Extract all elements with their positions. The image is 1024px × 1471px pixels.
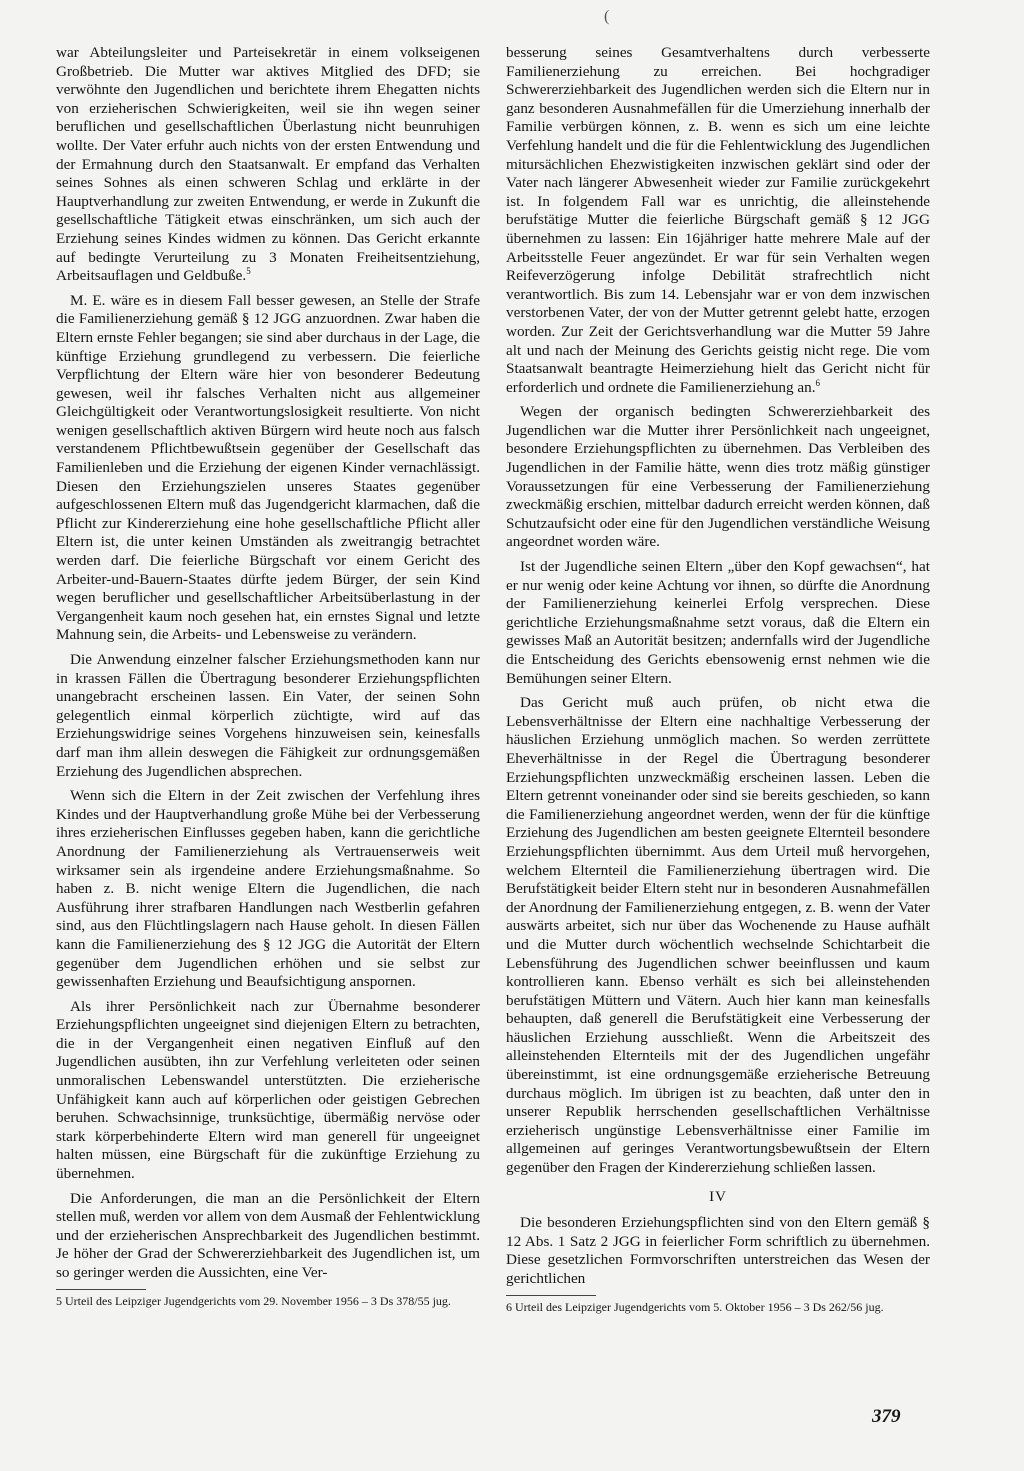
footnote: 6 Urteil des Leipziger Jugendgerichts vom 5. Oktober 1956 – 3 Ds 262/56 jug. bbox=[506, 1299, 884, 1314]
paragraph: Die besonderen Erziehungspflichten sind von den Eltern gemäß § 12 Abs. 1 Satz 2 JGG in feierlicher Form schriftlich zu übernehmen. Diese gesetzlichen Formvorschriften unterstreichen das Wesen der gerichtlichen bbox=[506, 1214, 930, 1287]
footnote-rule bbox=[506, 1295, 596, 1296]
margin-mark: ( bbox=[604, 8, 610, 25]
page-number: 379 bbox=[872, 1406, 901, 1427]
paragraph: besserung seines Gesamtverhaltens durch verbesserte Familienerziehung zu erreichen. Bei hochgradiger Schwererziehbarkeit des Jugendlichen werden sich die Eltern nur in ganz besonderen Ausnahmefällen für die Umerziehung innerhalb der Familie verbürgen können, z. B. wenn es sich um eine leichte Verfehlung handelt und die für die Fehlentwicklung des Jugendlichen mitursächlichen Ehezwistigkeiten inzwischen geklärt sind oder der Vater nach längerer Abwesenheit wieder zur Familie zurückgekehrt ist. In folgendem Fall war es unrichtig, die alleinstehende berufstätige Mutter die feierliche Bürgschaft gemäß § 12 JGG übernehmen zu lassen: Ein 16jähriger hatte mehrere Male auf der Arbeitsstelle Feuer angezündet. Er war für sein Verhalten wegen Reifeverzögerung infolge Debilität strafrechtlich nicht verantwortlich. Bis zum 14. Lebensjahr war er von dem inzwischen verstorbenen Vater, der von der Mutter getrennt gelebt hatte, erzogen worden. Zur Zeit der Gerichtsverhandlung war die Mutter 59 Jahre alt und nach der Meinung des Gerichts geistig nicht rege. Die vom Staatsanwalt beantragte Heimerziehung hielt das Gericht nicht für erforderlich und ordnete die Familienerziehung an.$^6$ bbox=[506, 44, 930, 396]
paragraph: Ist der Jugendliche seinen Eltern „über den Kopf gewachsen“, hat er nur wenig oder keine Achtung vor ihnen, so dürfte die Anordnung der Familienerziehung keinerlei Erfolg versprechen. Diese gerichtliche Erziehungsmaßnahme setzt voraus, daß die Eltern ein gewisses Maß an Autorität besitzen; andernfalls wird der Jugendliche die Entscheidung des Gerichts ebensowenig ernst nehmen wie die Bemühungen seiner Eltern. bbox=[506, 558, 930, 687]
paragraph: Wenn sich die Eltern in der Zeit zwischen der Verfehlung ihres Kindes und der Hauptverhandlung große Mühe bei der Verbesserung ihres erzieherischen Einflusses gegeben haben, kann die gerichtliche Anordnung der Familienerziehung als Vertrauenserweis weit wirksamer sein als irgendeine andere Erziehungsmaßnahme. So haben z. B. nicht wenige Eltern die Jugendlichen, die nach Ausführung ihrer strafbaren Handlungen nach Westberlin gefahren sind, aus den Flüchtlingslagern nach Hause geholt. In diesen Fällen kann die Familienerziehung des § 12 JGG die Autorität der Eltern gegenüber dem Jugendlichen erhöhen und sie selbst zur gewissenhaften Erziehung und Beaufsichtigung anspornen. bbox=[56, 787, 480, 991]
paragraph: Das Gericht muß auch prüfen, ob nicht etwa die Lebensverhältnisse der Eltern eine nachhaltige Verbesserung der häuslichen Erziehung unmöglich machen. So werden zerrüttete Eheverhältnisse in der Regel die Übertragung besonderer Erziehungspflichten unzweckmäßig erscheinen lassen. Leben die Eltern getrennt voneinander oder sind sie bereits geschieden, so kann die Familienerziehung angeordnet werden, wenn der für die künftige Erziehung des Jugendlichen am besten geeignete Elternteil besondere Erziehungspflichten übernimmt. Aus dem Urteil muß hervorgehen, welchem Elternteil die Familienerziehung übertragen wird. Die Berufstätigkeit beider Eltern steht nur in besonderen Ausnahmefällen der Anordnung der Familienerziehung entgegen, z. B. wenn der Vater auswärts arbeitet, sich nur über das Wochenende zu Hause aufhält und die Mutter durch wöchentlich wechselnde Schichtarbeit die Lebensführung des Jugendlichen schwer beeinflussen und kaum kontrollieren kann. Ebenso verhält es sich bei alleinstehenden berufstätigen Müttern und Vätern. Auch hier kann man keinesfalls behaupten, daß generell die Berufstätigkeit eine Verbesserung der häuslichen Erziehung ausschließt. Wenn die Arbeitszeit des alleinstehenden Elternteils mit der des Jugendlichen ungefähr übereinstimmt, ist eine ordnungsgemäße erzieherische Betreuung durchaus möglich. Im übrigen ist zu beachten, daß unter den in unserer Republik herrschenden gesellschaftlichen Verhältnisse erzieherisch ungünstige Lebensverhältnisse einer Familie im allgemeinen auf geringes Verantwortungsbewußtsein der Eltern gegenüber den Fragen der Kindererziehung schließen lassen. bbox=[506, 694, 930, 1177]
footnote-ref: 5 bbox=[246, 266, 251, 277]
footnote-ref: 6 bbox=[815, 377, 821, 388]
section-heading: IV bbox=[709, 1188, 727, 1205]
paragraph: M. E. wäre es in diesem Fall besser gewesen, an Stelle der Strafe die Familienerziehung gemäß § 12 JGG anzuordnen. Zwar haben die Eltern ernste Fehler begangen; sie sind aber durchaus in der Lage, die künftige Erziehung grundlegend zu verbessern. Die feierliche Verpflichtung der Eltern wäre hier von besonderer Bedeutung gewesen, weil ihr falsches Verhalten nicht aus allgemeiner Gleichgültigkeit oder Verantwortungslosigkeit resultierte. Von nicht wenigen gesellschaftlich aktiven Bürgern wird heute noch aus falsch verstandenem Pflichtbewußtsein gegenüber der Gesellschaft das Familienleben und die Erziehung der eigenen Kinder vernachlässigt. Diesen den Erziehungszielen unseres Staates gegenüber aufgeschlossenen Eltern muß das Jugendgericht klarmachen, daß die Pflicht zur Kindererziehung eine hohe gesellschaftliche Pflicht aller Eltern ist, die unter keinen Umständen als zweitrangig betrachtet werden darf. Die feierliche Bürgschaft vor einem Gericht des Arbeiter-und-Bauern-Staates dürfte jedem Bürger, der sein Kind wegen beruflicher und gesellschaftlicher Arbeitsüberlastung in der Vergangenheit kaum noch gesehen hat, ein ernstes Signal und letzte Mahnung sein, die Arbeits- und Lebensweise zu verändern. bbox=[56, 291, 480, 644]
paragraph: Wegen der organisch bedingten Schwererziehbarkeit des Jugendlichen war die Mutter ihrer Persönlichkeit nach ungeeignet, besondere Erziehungspflichten zu übernehmen. Das Verbleiben des Jugendlichen in der Familie hätte, wenn dies trotz mäßig günstiger Voraussetzungen für eine Verbesserung der Familienerziehung zweckmäßig erschien, mittelbar dadurch erreicht werden können, daß Schutzaufsicht oder eine für den Jugendlichen verständliche Weisung angeordnet worden wäre. bbox=[506, 403, 930, 551]
footnote-rule bbox=[56, 1289, 146, 1290]
paragraph: Die Anwendung einzelner falscher Erziehungsmethoden kann nur in krassen Fällen die Übertragung besonderer Erziehungspflichten unangebracht erscheinen lassen. Ein Vater, der seinen Sohn gelegentlich einmal körperlich züchtigte, wird auf das Erziehungswidrige seines Vorgehens hinzuweisen sein, keinesfalls darf man ihm allein deswegen die Fähigkeit zur ordnungsgemäßen Erziehung des Jugendlichen absprechen. bbox=[56, 651, 480, 780]
left-column bbox=[56, 44, 480, 1314]
paragraph: Die Anforderungen, die man an die Persönlichkeit der Eltern stellen muß, werden vor allem von dem Ausmaß der Fehlentwicklung und der erzieherischen Ansprechbarkeit des Jugendlichen bestimmt. Je höher der Grad der Schwererziehbarkeit des Jugendlichen ist, um so geringer werden die Aussichten, eine Ver- bbox=[56, 1189, 480, 1281]
paragraph: Als ihrer Persönlichkeit nach zur Übernahme besonderer Erziehungspflichten ungeeignet sind diejenigen Eltern zu betrachten, die in der Vergangenheit einen negativen Einfluß auf den Jugendlichen ausübten, ihn zur Verfehlung verleiteten oder seinen unmoralischen Lebenswandel unterstützten. Die erzieherische Unfähigkeit kann auch auf körperlichen oder geistigen Gebrechen beruhen. Schwachsinnige, trunksüchtige, übermäßig nervöse oder stark körperbehinderte Eltern wird man generell für ungeeignet halten müssen, eine Bürgschaft für die zukünftige Erziehung zu übernehmen. bbox=[56, 997, 480, 1183]
right-column bbox=[506, 44, 930, 1320]
footnote: 5 Urteil des Leipziger Jugendgerichts vom 29. November 1956 – 3 Ds 378/55 jug. bbox=[56, 1293, 451, 1308]
paragraph: war Abteilungsleiter und Parteisekretär in einem volkseigenen Großbetrieb. Die Mutter war aktives Mitglied des DFD; sie verwöhnte den Jugendlichen und berichtete ihrem Ehegatten nichts von erzieherischen Schwierigkeiten, weil sie ihn wegen seiner beruflichen und gesellschaftlichen Überlastung nicht beunruhigen wollte. Der Vater erfuhr auch nichts von der ersten Entwendung und der Ermahnung durch den Staatsanwalt. Er empfand das Verhalten seines Sohnes als einen schweren Schlag und erklärte in der Hauptverhandlung zur zweiten Entwendung, er werde in Zukunft die gesellschaftliche Tätigkeit etwas einschränken, um sich auch der Erziehung seines Kindes widmen zu können. Das Gericht erkannte auf bedingte Verurteilung zu 3 Monaten Freiheitsentziehung, Arbeitsauflagen und Geldbuße.$^5$ bbox=[56, 44, 480, 285]
